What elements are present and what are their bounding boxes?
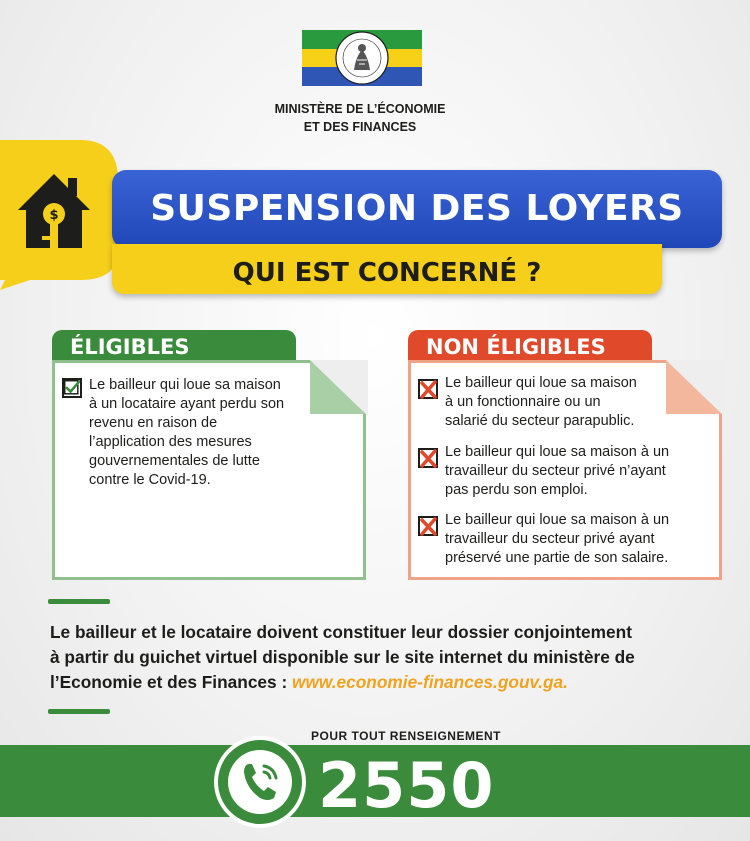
divider-top (48, 599, 110, 604)
svg-text:$: $ (49, 208, 59, 223)
website-link[interactable]: www.economie-finances.gouv.ga. (292, 672, 568, 692)
eligible-line: contre le Covid-19. (89, 472, 211, 488)
cross-icon (418, 446, 442, 470)
eligible-line: à un locataire ayant perdu son (89, 396, 285, 412)
non-eligible-item (418, 374, 708, 434)
eligible-line: revenu en raison de (89, 415, 218, 431)
dossier-line-3 (50, 670, 730, 695)
dossier-line-2: à partir du guichet virtuel disponible sur le site internet du ministère de (50, 647, 635, 667)
non-eligible-item-text (445, 511, 715, 568)
eligible-line: gouvernementales de lutte (89, 453, 260, 469)
non-eligible-line: préservé une partie de son salaire. (445, 550, 669, 566)
non-eligible-line: Le bailleur qui loue sa maison à un (445, 444, 670, 460)
non-eligible-line: à un fonctionnaire ou un (445, 394, 601, 410)
contact-label: POUR TOUT RENSEIGNEMENT (311, 729, 501, 743)
dossier-line-1: Le bailleur et le locataire doivent constituer leur dossier conjointement (50, 622, 632, 642)
non-eligible-line: salarié du secteur parapublic. (445, 413, 635, 429)
check-icon (62, 378, 82, 398)
phone-icon (218, 740, 302, 824)
eligible-item-text (89, 376, 329, 490)
cross-icon (418, 514, 442, 538)
cross-icon (418, 377, 442, 401)
non-eligible-line: Le bailleur qui loue sa maison à un (445, 512, 670, 528)
non-eligible-item (418, 511, 708, 571)
divider-bottom (48, 709, 110, 714)
house-key-icon (0, 140, 120, 290)
non-eligible-line: pas perdu son emploi. (445, 482, 588, 498)
non-eligible-line: Le bailleur qui loue sa maison (445, 375, 637, 391)
eligible-line: Le bailleur qui loue sa maison (89, 377, 281, 393)
ministry-line-1: MINISTÈRE DE L’ÉCONOMIE (274, 102, 446, 116)
dossier-line-3-text: l’Economie et des Finances : (50, 672, 288, 692)
non-eligible-line: travailleur du secteur privé n’ayant (445, 463, 666, 479)
non-eligible-item (418, 443, 708, 503)
eligible-heading: ÉLIGIBLES (52, 330, 296, 360)
gabon-flag-seal (302, 30, 422, 86)
eligible-line: l’application des mesures (89, 434, 252, 450)
dossier-instructions (50, 620, 730, 695)
page-subtitle: QUI EST CONCERNÉ ? (232, 258, 542, 288)
page-title: SUSPENSION DES LOYERS (150, 188, 684, 229)
non-eligible-line: travailleur du secteur privé ayant (445, 531, 655, 547)
non-eligible-item-text (445, 443, 715, 500)
non-eligible-heading: NON ÉLIGIBLES (408, 330, 652, 360)
ministry-line-2: ET DES FINANCES (303, 120, 417, 134)
non-eligible-item-text (445, 374, 715, 431)
ministry-name (250, 100, 470, 136)
phone-button[interactable] (214, 736, 306, 828)
hotline-number: 2550 (318, 749, 495, 822)
